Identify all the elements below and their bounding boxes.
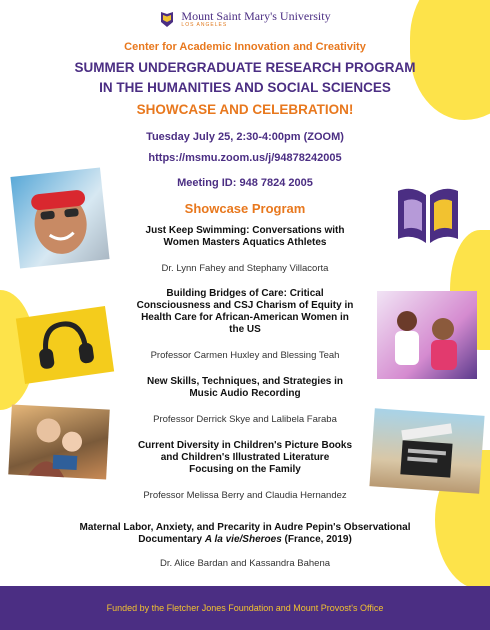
talk-2 — [105, 288, 385, 362]
program-heading: Showcase Program — [184, 201, 306, 216]
talk-title-line: Focusing on the Family — [189, 464, 301, 475]
talk-title-line: and Children's Illustrated Literature — [160, 452, 330, 463]
title-line-1: SUMMER UNDERGRADUATE RESEARCH PROGRAM — [74, 60, 416, 75]
talk-5 — [40, 522, 450, 570]
medical-illustration — [377, 291, 477, 379]
talk-title — [110, 440, 380, 476]
university-name: Mount Saint Mary's University — [181, 9, 331, 23]
talk-1 — [110, 225, 380, 275]
talk-title — [40, 522, 450, 546]
talk-title-line: Just Keep Swimming: Conversations with — [145, 225, 345, 236]
clapperboard-photo — [369, 408, 484, 493]
talk-4 — [110, 440, 380, 502]
headphones-photo — [16, 306, 114, 384]
talk-presenters: Professor Derrick Skye and Lalibela Faraba — [153, 414, 337, 425]
talk-title-line: the US — [229, 324, 261, 335]
event-datetime: Tuesday July 25, 2:30-4:00pm (ZOOM) — [146, 131, 344, 143]
talk-title — [110, 225, 380, 249]
talk-title-line: New Skills, Techniques, and Strategies in — [147, 376, 343, 387]
talk-title-line: Consciousness and CSJ Charism of Equity in — [136, 300, 354, 311]
footer-text: Funded by the Fletcher Jones Foundation and Mount Provost's Office — [106, 603, 384, 613]
center-name: Center for Academic Innovation and Creativity — [124, 41, 366, 53]
talk-title-text: (France, 2019) — [281, 534, 352, 545]
event-subtitle: SHOWCASE AND CELEBRATION! — [136, 102, 354, 117]
open-book-icon — [392, 181, 464, 251]
campus-name: LOS ANGELES — [181, 22, 228, 28]
zoom-link[interactable]: https://msmu.zoom.us/j/94878242005 — [148, 152, 342, 164]
talk-3 — [110, 376, 380, 426]
meeting-id: Meeting ID: 948 7824 2005 — [177, 177, 313, 189]
reading-photo — [8, 404, 110, 479]
talk-title-line: Health Care for African-American Women in — [141, 312, 349, 323]
talk-title-line — [40, 534, 450, 546]
footer-bar — [0, 586, 490, 630]
university-logo — [0, 10, 490, 28]
title-line-2: IN THE HUMANITIES AND SOCIAL SCIENCES — [99, 80, 391, 95]
film-title: A la vie/Sheroes — [204, 534, 282, 545]
talk-title-text: Documentary — [138, 534, 205, 545]
talk-title — [110, 376, 380, 400]
talk-presenters: Professor Melissa Berry and Claudia Hernandez — [143, 490, 347, 501]
swimmer-photo — [10, 168, 109, 269]
talk-presenters: Professor Carmen Huxley and Blessing Teah — [150, 350, 340, 361]
talk-title-line: Women Masters Aquatics Athletes — [163, 237, 327, 248]
talk-presenters: Dr. Lynn Fahey and Stephany Villacorta — [161, 263, 329, 274]
talk-title-line: Current Diversity in Children's Picture Books — [137, 440, 353, 451]
talk-title-line: Maternal Labor, Anxiety, and Precarity in Audre Pepin's Observational — [79, 522, 411, 533]
talk-title-line: Building Bridges of Care: Critical — [166, 288, 324, 299]
talk-title-line: Music Audio Recording — [189, 388, 301, 399]
university-logo-icon — [159, 10, 175, 28]
talk-title — [105, 288, 385, 336]
talk-presenters: Dr. Alice Bardan and Kassandra Bahena — [159, 558, 331, 569]
